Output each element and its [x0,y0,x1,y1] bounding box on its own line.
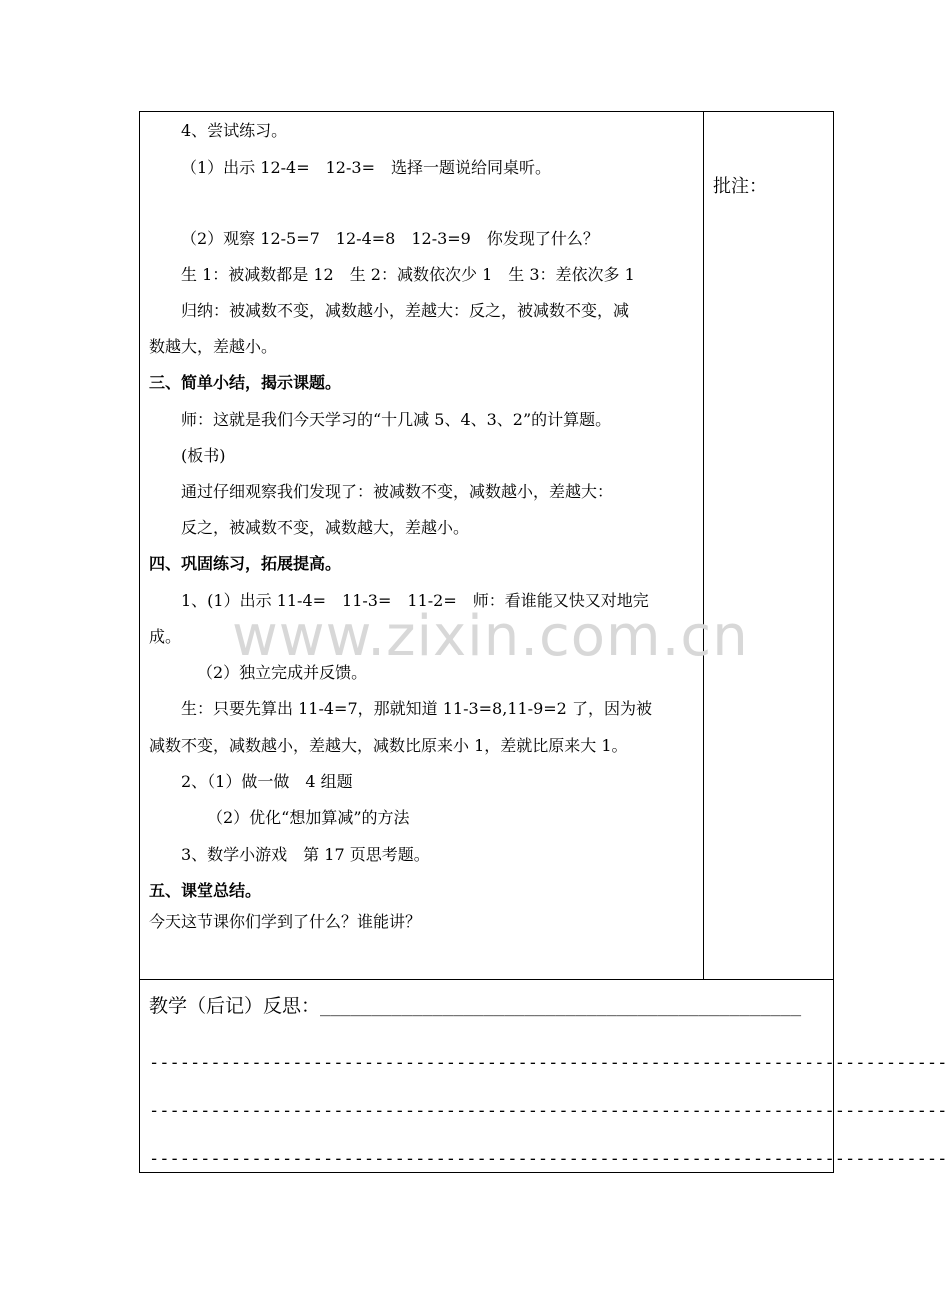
text-line: 1、(1）出示 11-4= 11-3= 11-2= 师：看谁能又快又对地完 [181,591,649,610]
text-line: 归纳：被减数不变，减数越小，差越大：反之，被减数不变，减 [181,301,630,320]
text-line: 师：这就是我们今天学习的“十几减 5、4、3、2”的计算题。 [181,410,612,429]
reflection-label: 教学（后记）反思： [149,995,321,1017]
text-line: 成。 [149,627,182,646]
text-line: 2、（1）做一做 4 组题 [181,772,353,791]
text-line: 数越大，差越小。 [149,337,278,356]
text-line: 反之，被减数不变，减数越大，差越小。 [181,518,470,537]
text-line: 生 1：被减数都是 12 生 2：减数依次少 1 生 3：差依次多 1 [181,265,635,284]
column-divider [703,111,704,980]
text-line: （2）独立完成并反馈。 [197,663,368,682]
section-heading: 五、课堂总结。 [149,881,262,900]
text-line: 今天这节课你们学到了什么？谁能讲？ [149,912,422,931]
text-line: 3、数学小游戏 第 17 页思考题。 [181,845,430,864]
reflection-row [149,995,819,1018]
text-line: 生：只要先算出 11-4=7，那就知道 11-3=8,11-9=2 了，因为被 [181,699,652,718]
text-line: 通过仔细观察我们发现了：被减数不变，减数越小，差越大： [181,482,614,501]
dash-line: ------------------------------------------------------------------------------ [149,1149,947,1169]
watermark: www.zixin.com.cn [232,604,749,669]
annotation-label: 批注： [713,176,767,197]
text-line: 减数不变，减数越小，差越大，减数比原来小 1，差就比原来大 1。 [149,736,628,755]
section-heading: 四、巩固练习，拓展提高。 [149,554,342,573]
dash-line: ------------------------------------------------------------------------------ [149,1101,947,1121]
text-line: （2）优化“想加算减”的方法 [207,808,410,827]
text-line: （1）出示 12-4= 12-3= 选择一题说给同桌听。 [181,158,551,177]
text-line: （2）观察 12-5=7 12-4=8 12-3=9 你发现了什么？ [181,229,599,248]
section-heading: 三、简单小结，揭示课题。 [149,373,342,392]
row-divider [139,979,834,980]
dash-line: ------------------------------------------------------------------------------ [149,1053,947,1073]
text-line: 4、尝试练习。 [181,121,288,140]
text-line: (板书) [181,446,226,465]
dash-line: _______________________________________________ [320,997,802,1017]
